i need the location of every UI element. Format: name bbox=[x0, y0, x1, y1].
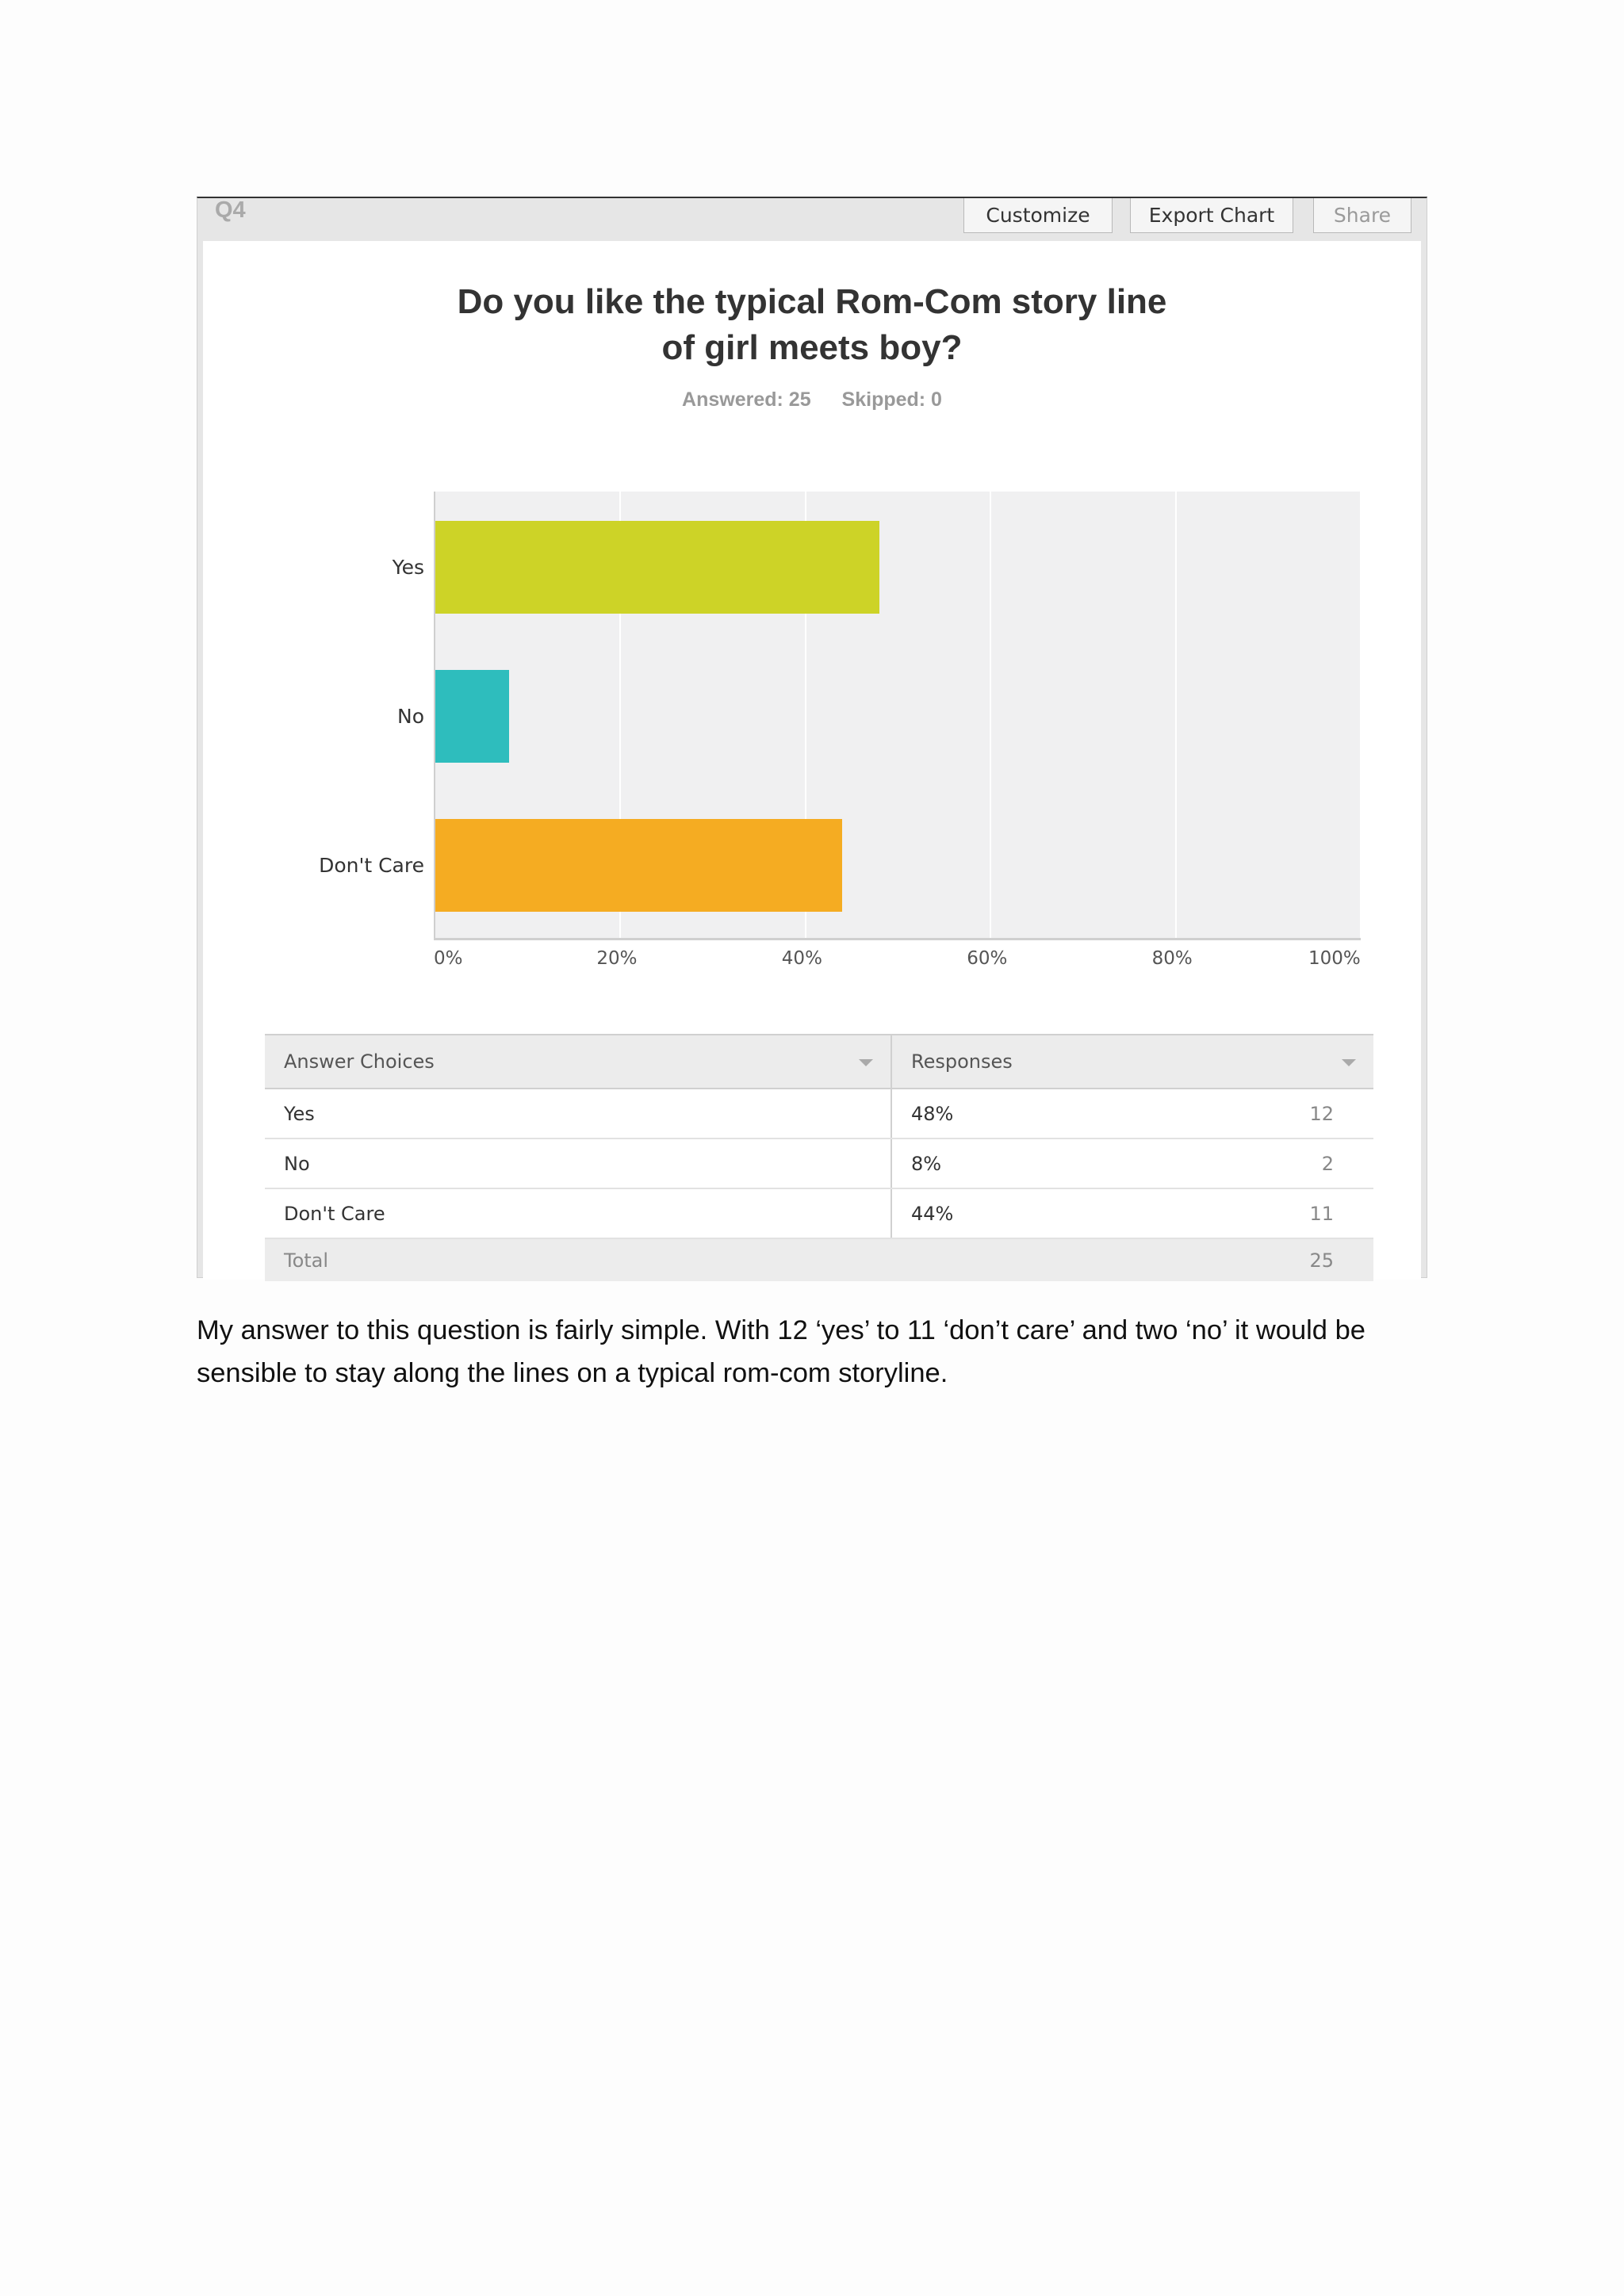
choice-cell: Yes bbox=[265, 1089, 891, 1138]
x-tick-label: 40% bbox=[781, 948, 822, 969]
narrative-line-1: My answer to this question is fairly simple. With 12 ‘yes’ to 11 ‘don’t care’ and two ‘no’ it would be bbox=[197, 1315, 1365, 1345]
x-tick-label: 80% bbox=[1151, 948, 1193, 969]
response-percent: 48% bbox=[911, 1102, 954, 1125]
total-label: Total bbox=[284, 1249, 329, 1272]
category-label: Don't Care bbox=[319, 853, 424, 877]
sort-arrow-icon[interactable] bbox=[859, 1059, 873, 1066]
gridline bbox=[1175, 492, 1177, 938]
answered-count: Answered: 25 bbox=[682, 388, 811, 411]
responses-header[interactable]: Responses bbox=[891, 1035, 1373, 1089]
skipped-count: Skipped: 0 bbox=[841, 388, 942, 411]
export-chart-button[interactable]: Export Chart bbox=[1130, 198, 1293, 233]
x-tick-label: 60% bbox=[967, 948, 1008, 969]
response-count: 11 bbox=[1309, 1202, 1334, 1225]
category-label: Yes bbox=[392, 555, 424, 579]
customize-button[interactable]: Customize bbox=[963, 198, 1113, 233]
total-cell bbox=[265, 1238, 1373, 1281]
response-percent: 8% bbox=[911, 1152, 942, 1175]
response-stats bbox=[203, 388, 1421, 411]
bar-chart-plot-area bbox=[434, 492, 1361, 940]
x-tick-label: 100% bbox=[1308, 948, 1361, 969]
category-label: No bbox=[397, 704, 424, 728]
response-count: 2 bbox=[1321, 1152, 1334, 1175]
response-percent: 44% bbox=[911, 1202, 954, 1225]
answer-choices-header[interactable]: Answer Choices bbox=[265, 1035, 891, 1089]
total-row bbox=[265, 1238, 1373, 1281]
response-cell bbox=[891, 1089, 1373, 1138]
choice-cell: No bbox=[265, 1138, 891, 1188]
bar-yes[interactable] bbox=[435, 521, 879, 614]
chart-title-line-1: Do you like the typical Rom-Com story line bbox=[457, 282, 1167, 321]
gridline bbox=[1360, 492, 1362, 938]
narrative-paragraph bbox=[197, 1309, 1434, 1395]
chart-panel bbox=[203, 241, 1421, 1280]
response-cell bbox=[891, 1138, 1373, 1188]
response-cell bbox=[891, 1188, 1373, 1238]
responses-table bbox=[265, 1034, 1373, 1281]
total-count: 25 bbox=[1309, 1249, 1334, 1272]
chart-title-line-2: of girl meets boy? bbox=[661, 328, 963, 367]
survey-chart-screenshot bbox=[197, 197, 1427, 1278]
x-tick-label: 0% bbox=[434, 948, 463, 969]
table-row bbox=[265, 1188, 1373, 1238]
table-row bbox=[265, 1089, 1373, 1138]
table-row bbox=[265, 1138, 1373, 1188]
narrative-line-2: sensible to stay along the lines on a typical rom-com storyline. bbox=[197, 1358, 948, 1388]
share-button[interactable]: Share bbox=[1313, 198, 1411, 233]
chart-title bbox=[203, 279, 1421, 371]
bar-no[interactable] bbox=[435, 670, 509, 763]
sort-arrow-icon[interactable] bbox=[1342, 1059, 1356, 1066]
response-count: 12 bbox=[1309, 1102, 1334, 1125]
gridline bbox=[990, 492, 991, 938]
bar-don-t-care[interactable] bbox=[435, 819, 842, 912]
x-tick-label: 20% bbox=[596, 948, 638, 969]
choice-cell: Don't Care bbox=[265, 1188, 891, 1238]
question-number: Q4 bbox=[215, 197, 246, 223]
